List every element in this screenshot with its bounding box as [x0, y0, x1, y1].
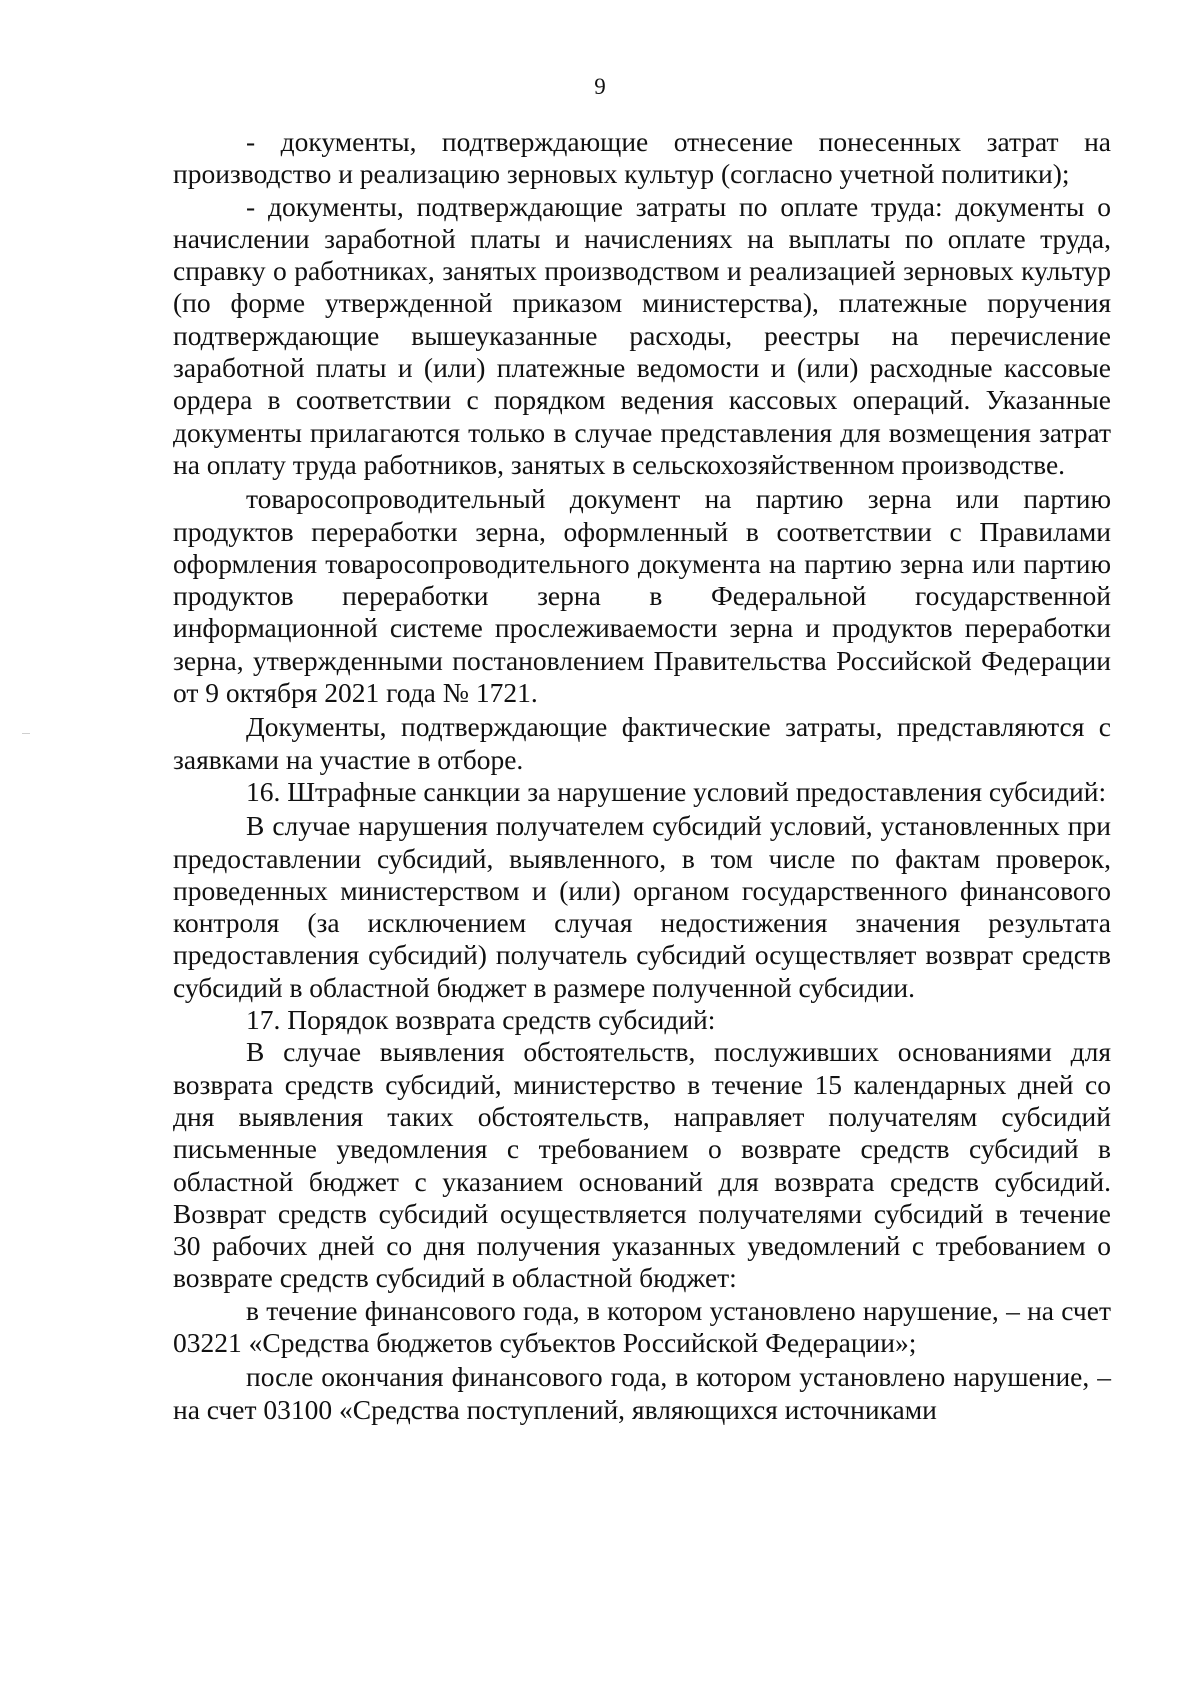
paragraph-return-current-year: в течение финансового года, в котором установлено нарушение, – на счет 03221 «Средства бюджетов субъектов Российской Федерации»;	[173, 1294, 1111, 1358]
page-number: 9	[594, 74, 606, 99]
section-16-heading: 16. Штрафные санкции за нарушение условий предоставления субсидий:	[246, 775, 1107, 807]
paragraph-shipping-document: товаросопроводительный документ на партию зерна или партию продуктов переработки зерна, оформленный в соответствии с Правилами оформления товаросопроводительного документа на партию зерна или партию продуктов переработки зерна в Федеральной государственной информационной системе прослеживаемости зерна и продуктов переработки зерна, утвержденными постановлением Правительства Российской Федерации от 9 октября 2021 года № 1721.	[173, 483, 1111, 709]
section-17-heading: 17. Порядок возврата средств субсидий:	[246, 1004, 716, 1036]
paragraph-cost-attribution-docs: - документы, подтверждающие отнесение понесенных затрат на производство и реализацию зерновых культур (согласно учетной политики);	[173, 126, 1111, 190]
document-body	[173, 126, 1111, 1426]
paragraph-return-after-year: после окончания финансового года, в котором установлено нарушение, – на счет 03100 «Средства поступлений, являющихся источниками	[173, 1361, 1111, 1425]
scan-mark	[22, 733, 30, 734]
paragraph-labor-cost-docs: - документы, подтверждающие затраты по оплате труда: документы о начислении заработной платы и начислениях на выплаты по оплате труда, справку о работниках, занятых производством и реализацией зерновых культур (по форме утвержденной приказом министерства), платежные поручения подтверждающие вышеуказанные расходы, реестры на перечисление заработной платы и (или) платежные ведомости и (или) расходные кассовые ордера в соответствии с порядком ведения кассовых операций. Указанные документы прилагаются только в случае представления для возмещения затрат на оплату труда работников, занятых в сельскохозяйственном производстве.	[173, 190, 1111, 480]
paragraph-penalty: В случае нарушения получателем субсидий условий, установленных при предоставлении субсидий, выявленного, в том числе по фактам проверок, проведенных министерством и (или) органом государственного финансового контроля (за исключением случая недостижения значения результата предоставления субсидий) получатель субсидий осуществляет возврат средств субсидий в областной бюджет в размере полученной субсидии.	[173, 810, 1111, 1003]
paragraph-actual-costs: Документы, подтверждающие фактические затраты, представляются с заявками на участие в отборе.	[173, 711, 1111, 775]
paragraph-return-procedure: В случае выявления обстоятельств, послуживших основаниями для возврата средств субсидий, министерство в течение 15 календарных дней со дня выявления таких обстоятельств, направляет получателям субсидий письменные уведомления с требованием о возврате средств субсидий в областной бюджет с указанием оснований для возврата средств субсидий. Возврат средств субсидий осуществляется получателями субсидий в течение 30 рабочих дней со дня получения указанных уведомлений с требованием о возврате средств субсидий в областной бюджет:	[173, 1036, 1111, 1294]
